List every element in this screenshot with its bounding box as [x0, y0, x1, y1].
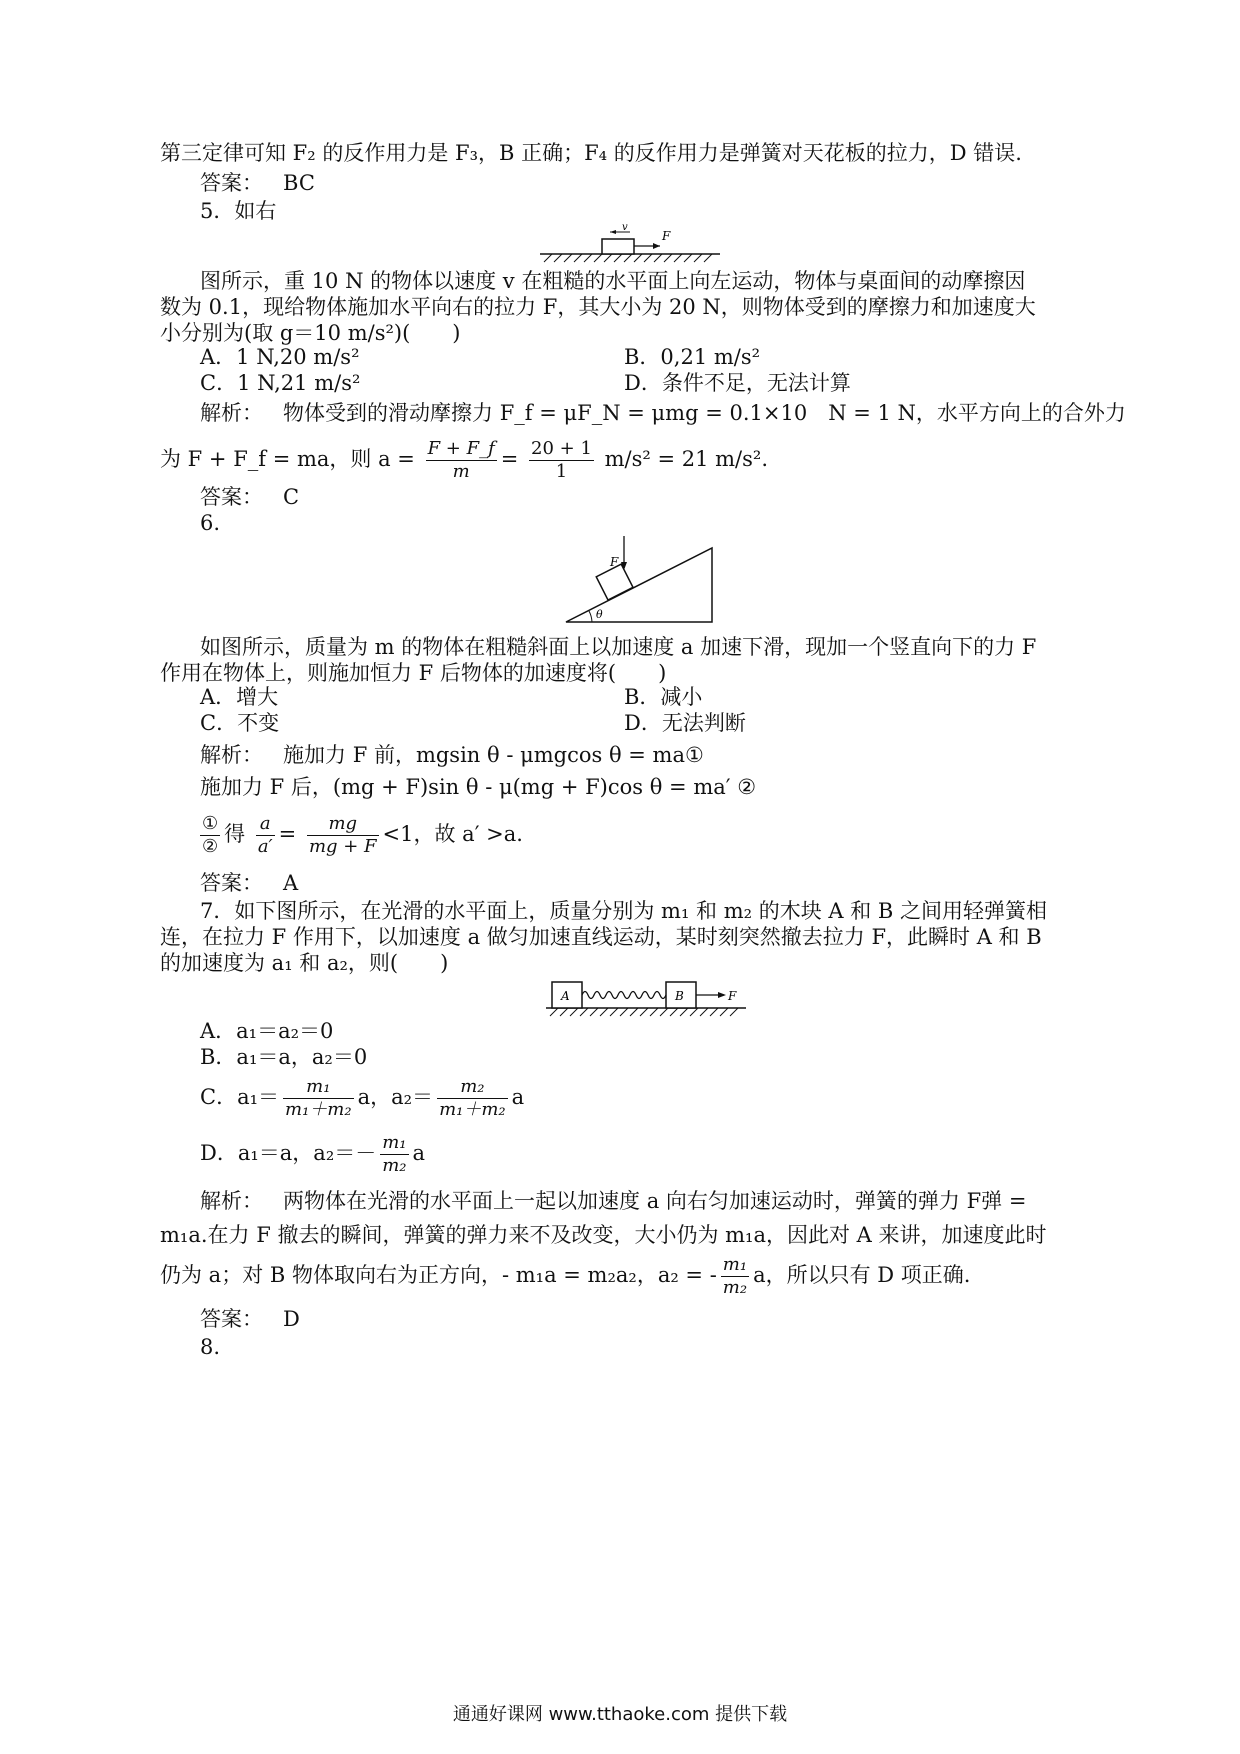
q6-fraction-a [256, 813, 275, 858]
q7-option-d-num: m₁ [382, 1132, 407, 1153]
q7-stem-2: 连，在拉力 F 作用下，以加速度 a 做匀加速直线运动，某时刻突然撤去拉力 F，此瞬时 A 和 B [160, 925, 1042, 949]
q7-option-c-den2: m₁＋m₂ [439, 1099, 506, 1120]
q7-analysis-3-num: m₁ [722, 1254, 748, 1275]
q7-analysis-3 [160, 1248, 970, 1302]
q6-analysis-3-post: <1，故 a′ >a. [382, 822, 523, 846]
q7-option-c-mid: a，a₂＝ [357, 1085, 434, 1109]
q6-stem-2: 作用在物体上，则施加恒力 F 后物体的加速度将( ) [160, 661, 667, 685]
q7-option-c-post: a [511, 1085, 525, 1109]
q7-option-c-pre: C．a₁＝ [200, 1085, 280, 1109]
q5-frac1-numerator: F + F_f [427, 438, 495, 459]
q8-number: 8. [200, 1335, 221, 1359]
q6-stem-1: 如图所示，质量为 m 的物体在粗糙斜面上以加速度 a 加速下滑，现加一个竖直向下的力 F [200, 635, 1037, 659]
q5-frac2-denominator: 1 [555, 461, 568, 482]
q7-fig-label-A: A [561, 989, 570, 1003]
q6-analysis-1 [200, 742, 704, 768]
q7-fig-label-B: B [675, 989, 684, 1003]
q5-fig-label-F: F [662, 229, 671, 243]
q6-ratio-denominator: ② [202, 836, 219, 857]
q6-option-b: B．减小 [624, 685, 703, 709]
q6-analysis-3: $\frac{\text{①}}{\text{②}}$ 得 $\frac{a}{a'}$ = $\frac{mg}{mg + F}$ <1，故 a′ >a. [202, 813, 523, 857]
q6-ratio-numerator: ① [202, 813, 219, 834]
q6-option-a: A．增大 [200, 685, 279, 709]
q7-analysis-3-fraction [721, 1254, 749, 1299]
q5-stem-1: 图所示，重 10 N 的物体以速度 v 在粗糙的水平面上向左运动，物体与桌面间的动摩擦因 [200, 269, 1026, 293]
q7-option-d-fraction [380, 1132, 408, 1177]
answer-label: 答案： [200, 871, 263, 895]
q7-option-d [200, 1126, 425, 1180]
q7-stem-1: 7．如下图所示，在光滑的水平面上，质量分别为 m₁ 和 m₂ 的木块 A 和 B 之间用轻弹簧相 [200, 899, 1048, 923]
q5-analysis-1 [200, 400, 1126, 426]
q7-option-c-fraction-2 [437, 1076, 508, 1121]
answer-value: D [283, 1307, 300, 1331]
q6-analysis-2: 施加力 F 后，(mg + F)sin θ - μ(mg + F)cos θ = ma′ ② [200, 775, 757, 799]
q5-analysis-2-post: m/s² = 21 m/s². [604, 447, 768, 471]
answer-label: 答案： [200, 1307, 263, 1331]
q6-fraction-mg [307, 813, 379, 858]
q6-figure-incline [560, 530, 720, 626]
q7-option-c-num2: m₂ [437, 1076, 508, 1099]
answer-value: A [283, 871, 299, 895]
answer-label: 答案： [200, 485, 263, 509]
q5-analysis-1-text: 物体受到的滑动摩擦力 F_f = μF_N = μmg = 0.1×10 N = 1 N，水平方向上的合外力 [283, 401, 1126, 425]
q7-answer [200, 1306, 300, 1332]
q5-analysis-2: 为 F + F_f = ma，则 a = $\frac{F + F\_f}{m}$ = $\frac{20 + 1}{1}$ m/s² = 21 m/s². [160, 438, 768, 482]
q6-analysis-1-text: 施加力 F 前，mgsin θ - μmgcos θ = ma① [283, 743, 704, 767]
q6-frac-a-numerator: a [256, 813, 275, 836]
q7-option-d-post: a [412, 1141, 426, 1165]
q6-frac-mg-denominator: mg + F [308, 836, 377, 857]
q5-option-d: D．条件不足，无法计算 [624, 371, 851, 395]
intro-line: 第三定律可知 F₂ 的反作用力是 F₃，B 正确；F₄ 的反作用力是弹簧对天花板的拉力，D 错误. [160, 141, 1022, 165]
q6-number: 6. [200, 511, 221, 535]
q4-answer [200, 170, 315, 196]
q7-stem-3: 的加速度为 a₁ 和 a₂，则( ) [160, 951, 449, 975]
q5-frac1-denominator: m [452, 461, 470, 482]
q7-analysis-2: m₁a.在力 F 撤去的瞬间，弹簧的弹力来不及改变，大小仍为 m₁a，因此对 A 来讲，加速度此时 [160, 1223, 1047, 1247]
analysis-label: 解析： [200, 743, 263, 767]
answer-value: C [283, 485, 300, 509]
q7-option-c-fraction-1 [283, 1076, 354, 1121]
q6-frac-a-denominator: a′ [257, 836, 273, 857]
answer-value: BC [283, 171, 315, 195]
q5-fraction-2 [529, 438, 594, 483]
analysis-label: 解析： [200, 1189, 263, 1213]
q6-frac-mg-numerator: mg [307, 813, 379, 836]
q5-figure-block-on-surface [540, 222, 720, 266]
q6-option-c: C．不变 [200, 711, 280, 735]
q7-analysis-3-pre: 仍为 a；对 B 物体取向右为正方向，- m₁a = m₂a₂，a₂ = - [160, 1263, 717, 1287]
q5-option-c: C．1 N,21 m/s² [200, 371, 361, 395]
q5-stem-3: 小分别为(取 g＝10 m/s²)( ) [160, 321, 461, 345]
q6-ratio-word: 得 [224, 822, 246, 846]
answer-label: 答案： [200, 171, 263, 195]
q7-option-c-den1: m₁＋m₂ [285, 1099, 352, 1120]
q5-option-b: B．0,21 m/s² [624, 345, 761, 369]
q7-analysis-1-text: 两物体在光滑的水平面上一起以加速度 a 向右匀加速运动时，弹簧的弹力 F弹 = [283, 1189, 1027, 1213]
q7-analysis-3-den: m₂ [722, 1277, 748, 1298]
q7-option-c [200, 1070, 524, 1124]
q7-figure-blocks-spring [546, 976, 746, 1020]
q5-stem-2: 数为 0.1，现给物体施加水平向右的拉力 F，其大小为 20 N，则物体受到的摩擦力和加速度大 [160, 295, 1036, 319]
q7-option-b: B．a₁＝a，a₂＝0 [200, 1045, 368, 1069]
q5-fraction-1 [426, 438, 497, 483]
q5-option-a: A．1 N,20 m/s² [200, 345, 360, 369]
q7-option-d-den: m₂ [382, 1155, 407, 1176]
q5-fig-label-v: v [622, 222, 628, 233]
q7-option-a: A．a₁＝a₂＝0 [200, 1019, 334, 1043]
q5-analysis-2-pre: 为 F + F_f = ma，则 a = [160, 447, 415, 471]
q7-analysis-3-post: a，所以只有 D 项正确. [753, 1263, 971, 1287]
q6-fig-label-theta: θ [596, 608, 603, 621]
q7-analysis-1 [200, 1188, 1026, 1214]
page-footer: 通通好课网 www.tthaoke.com 提供下载 [452, 1704, 788, 1725]
q6-answer [200, 870, 298, 896]
q6-fig-label-F: F [610, 555, 619, 569]
q6-ratio-fraction [200, 813, 220, 858]
q5-number: 5．如右 [200, 199, 277, 223]
q6-option-d: D．无法判断 [624, 711, 746, 735]
q7-option-d-pre: D．a₁＝a，a₂＝－ [200, 1141, 377, 1165]
q7-fig-label-F: F [728, 989, 737, 1003]
q5-frac2-numerator: 20 + 1 [531, 438, 592, 459]
analysis-label: 解析： [200, 401, 263, 425]
q5-answer [200, 484, 299, 510]
q7-option-c-num1: m₁ [283, 1076, 354, 1099]
